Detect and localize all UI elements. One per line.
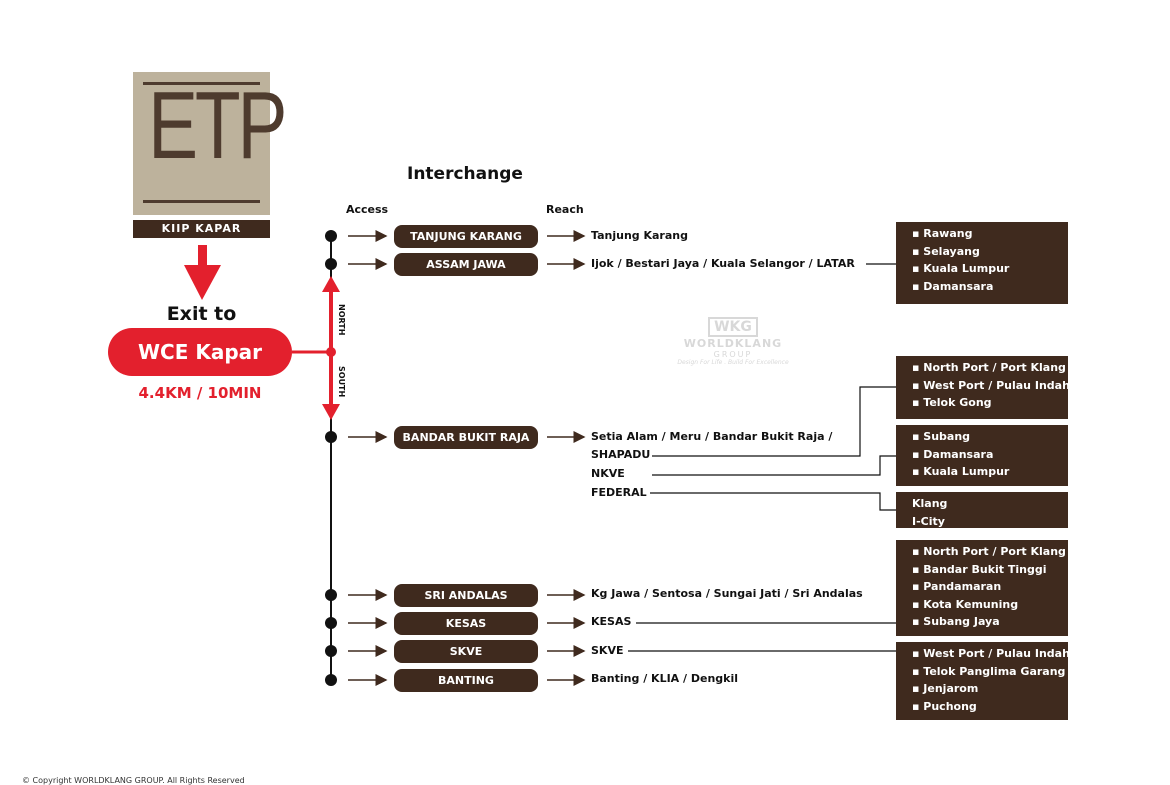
interchange-bandar-bukit-raja: BANDAR BUKIT RAJA bbox=[394, 426, 538, 449]
destination-item: ▪ Pandamaran bbox=[912, 580, 1002, 593]
destination-item: ▪ Puchong bbox=[912, 699, 977, 713]
reach-tanjung-karang: Tanjung Karang bbox=[591, 229, 688, 242]
destination-item: ▪ Kuala Lumpur bbox=[912, 465, 1010, 478]
destination-item: ▪ West Port / Pulau Indah bbox=[912, 647, 1070, 660]
destination-item: ▪ Subang bbox=[912, 430, 971, 443]
access-header: Access bbox=[346, 203, 389, 216]
reach-kesas: KESAS bbox=[591, 615, 632, 628]
destination-item: ▪ Kuala Lumpur bbox=[912, 262, 1010, 275]
destination-item: ▪ Jenjarom bbox=[912, 682, 979, 695]
destinations-kesas bbox=[896, 540, 1068, 636]
destination-item: ▪ Damansara bbox=[912, 279, 994, 293]
watermark-sub: GROUP bbox=[713, 350, 753, 359]
wce-kapar-badge: WCE Kapar bbox=[108, 328, 292, 376]
watermark-name: WORLDKLANG bbox=[683, 337, 783, 350]
destination-item: ▪ Kota Kemuning bbox=[912, 597, 1019, 611]
reach-sri-andalas: Kg Jawa / Sentosa / Sungai Jati / Sri Andalas bbox=[591, 587, 863, 600]
destination-item: ▪ North Port / Port Klang bbox=[912, 545, 1066, 558]
south-label: SOUTH bbox=[337, 366, 346, 398]
destination-item: ▪ West Port / Pulau Indah bbox=[912, 378, 1070, 392]
logo-band: KIIP KAPAR bbox=[133, 220, 270, 238]
distance-label: 4.4KM / 10MIN bbox=[138, 384, 262, 402]
interchange-banting: BANTING bbox=[394, 669, 538, 692]
reach-header: Reach bbox=[546, 203, 584, 216]
interchange-kesas: KESAS bbox=[394, 612, 538, 635]
destination-item: ▪ Subang Jaya bbox=[912, 615, 1000, 628]
exit-label: Exit to bbox=[166, 303, 237, 325]
highway-nkve: NKVE bbox=[591, 467, 625, 480]
copyright: © Copyright WORLDKLANG GROUP. All Rights Reserved bbox=[22, 776, 245, 785]
destination-item: ▪ Rawang bbox=[912, 227, 973, 240]
destinations-skve bbox=[896, 642, 1068, 720]
north-label: NORTH bbox=[337, 304, 346, 336]
destination-item: ▪ North Port / Port Klang bbox=[912, 361, 1066, 374]
reach-bandar-bukit-raja: Setia Alam / Meru / Bandar Bukit Raja / bbox=[591, 430, 833, 443]
highway-shapadu: SHAPADU bbox=[591, 448, 651, 461]
reach-skve: SKVE bbox=[591, 644, 624, 657]
reach-assam-jawa: Ijok / Bestari Jaya / Kuala Selangor / LATAR bbox=[591, 257, 855, 270]
diagram-title: Interchange bbox=[407, 164, 523, 184]
destination-item: ▪ Telok Panglima Garang bbox=[912, 664, 1066, 678]
interchange-sri-andalas: SRI ANDALAS bbox=[394, 584, 538, 607]
logo-text: ETP bbox=[148, 72, 285, 179]
watermark-tagline: Design For Life . Build For Excellence bbox=[677, 359, 789, 366]
worldklang-watermark bbox=[672, 316, 794, 366]
destination-item: ▪ Damansara bbox=[912, 447, 994, 461]
interchange-tanjung-karang: TANJUNG KARANG bbox=[394, 225, 538, 248]
destination-item: I-City bbox=[912, 514, 945, 528]
destination-item: ▪ Selayang bbox=[912, 244, 980, 258]
destinations-federal bbox=[896, 492, 1068, 528]
destinations-nkve bbox=[896, 425, 1068, 486]
highway-federal: FEDERAL bbox=[591, 486, 647, 499]
interchange-skve: SKVE bbox=[394, 640, 538, 663]
logo-rule-bottom bbox=[143, 200, 260, 203]
destination-item: Klang bbox=[912, 497, 948, 510]
destination-item: ▪ Telok Gong bbox=[912, 396, 992, 409]
destinations-shapadu bbox=[896, 356, 1068, 419]
interchange-assam-jawa: ASSAM JAWA bbox=[394, 253, 538, 276]
wkg-mark: WKG bbox=[708, 317, 758, 337]
destinations-latar bbox=[896, 222, 1068, 304]
reach-banting: Banting / KLIA / Dengkil bbox=[591, 672, 739, 685]
destination-item: ▪ Bandar Bukit Tinggi bbox=[912, 562, 1047, 576]
